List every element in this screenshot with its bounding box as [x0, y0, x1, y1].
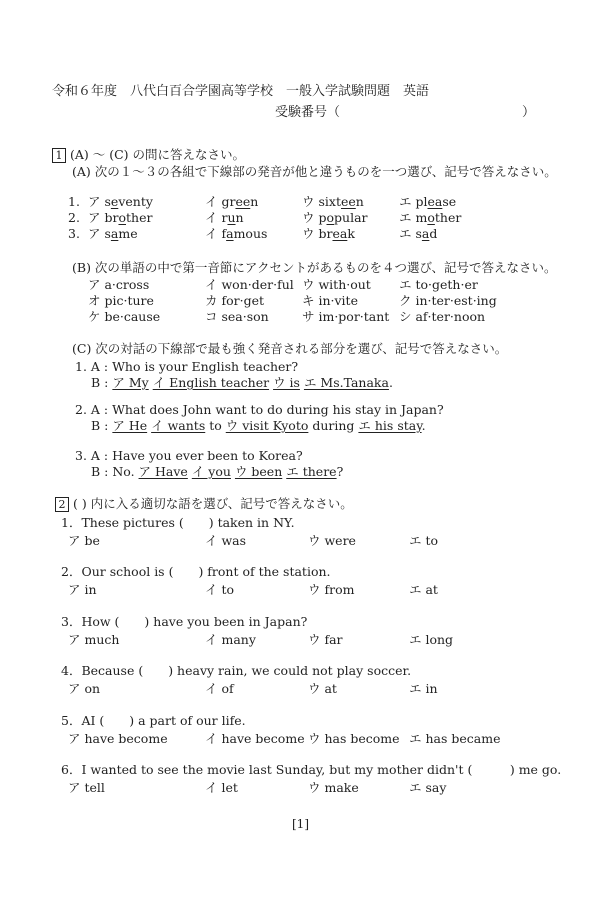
option-word-part: mous — [233, 226, 268, 241]
dialog-3-b — [91, 466, 343, 479]
q2-question: 4．Because ( ) heavy rain, we could not play soccer. — [61, 663, 412, 678]
dialog-text: B : — [91, 418, 113, 433]
option-word-part: me — [118, 226, 138, 241]
option-word-part: br — [104, 210, 119, 225]
option-marker: イ — [205, 194, 222, 209]
stress-option: イ wants — [151, 418, 206, 433]
q1-a-option — [88, 212, 152, 225]
accent-option: ク in·ter·est·ing — [399, 293, 497, 308]
option-word-part: n — [250, 194, 259, 209]
question-1-heading — [52, 148, 245, 163]
page-number: [1] — [292, 817, 309, 831]
accent-option: シ af·ter·noon — [399, 309, 486, 324]
q2-option: イ have become — [205, 731, 305, 746]
q1-a-option — [399, 212, 461, 225]
dialog-1-b — [91, 377, 393, 390]
q1-a-option — [88, 228, 138, 241]
underlined-sound: u — [227, 210, 236, 225]
accent-option: ア a·cross — [88, 277, 150, 292]
option-word-part: n — [235, 210, 244, 225]
option-marker: ア — [88, 210, 105, 225]
option-word-part: f — [221, 226, 227, 241]
stress-option: ア Have — [138, 464, 188, 479]
q1-a-option — [302, 228, 355, 241]
exam-number-close: ） — [522, 105, 536, 120]
option-word-part: br — [318, 226, 333, 241]
option-word-part: k — [347, 226, 355, 241]
q1-a-row-number: 1. — [68, 194, 80, 209]
q2-option: イ let — [205, 780, 238, 795]
option-marker: イ — [205, 226, 222, 241]
option-marker: エ — [399, 226, 416, 241]
dialog-2-a: 2. A : What does John want to do during his stay in Japan? — [75, 402, 444, 417]
q1-b-instruction: (B) 次の単語の中で第一音節にアクセントがあるものを４つ選び、記号で答えなさい。 — [72, 260, 557, 275]
option-word-part: m — [415, 210, 428, 225]
accent-option: コ sea·son — [205, 309, 269, 324]
option-marker: イ — [205, 210, 222, 225]
stress-option: イ you — [191, 464, 231, 479]
stress-option: エ Ms.Tanaka — [303, 375, 389, 390]
q1-a-option — [399, 228, 437, 241]
q1-a-option — [302, 196, 364, 209]
option-word-part: s — [415, 226, 422, 241]
accent-option: ケ be·cause — [88, 309, 161, 324]
option-word-part: se — [442, 194, 457, 209]
q2-option: ウ make — [308, 780, 359, 795]
underlined-sound: a — [421, 226, 430, 241]
q1-a-option — [302, 212, 368, 225]
q1-a-row-number: 3. — [68, 226, 80, 241]
q2-option: ア be — [68, 533, 100, 548]
q1-a-option — [399, 196, 456, 209]
q2-option: ウ at — [308, 681, 337, 696]
q2-option: ウ has become — [308, 731, 400, 746]
q2-option: エ long — [409, 632, 454, 647]
q1-a-row-number: 2. — [68, 210, 80, 225]
q1-a-option — [205, 212, 244, 225]
q1-a-option — [205, 196, 258, 209]
dialog-3-a: 3. A : Have you ever been to Korea? — [75, 448, 303, 463]
dialog-text: B : No. — [91, 464, 139, 479]
option-word-part: ther — [126, 210, 153, 225]
q2-option: エ to — [409, 533, 439, 548]
underlined-sound: a — [226, 226, 234, 241]
dialog-text: . — [388, 375, 393, 390]
q2-option: ア in — [68, 582, 97, 597]
q2-option: イ of — [205, 681, 234, 696]
q1-a-option — [205, 228, 267, 241]
q2-question: 5．AI ( ) a part of our life. — [61, 713, 246, 728]
stress-option: ウ been — [234, 464, 283, 479]
underlined-sound: o — [427, 210, 435, 225]
option-word-part: s — [104, 194, 111, 209]
option-word-part: r — [221, 210, 228, 225]
dialog-text: during — [308, 418, 359, 433]
accent-option: ウ with·out — [302, 277, 371, 292]
exam-number-label: 受験番号（ — [275, 105, 341, 120]
option-marker: ア — [88, 226, 105, 241]
dialog-2-b — [91, 420, 426, 433]
underlined-sound: ee — [235, 194, 251, 209]
stress-option: エ there — [286, 464, 337, 479]
stress-option: ア He — [112, 418, 148, 433]
option-word-part: venty — [118, 194, 153, 209]
option-marker: ウ — [302, 210, 319, 225]
option-marker: ア — [88, 194, 105, 209]
underlined-sound: o — [118, 210, 126, 225]
q2-question: 2．Our school is ( ) front of the station. — [61, 564, 331, 579]
stress-option: イ English teacher — [152, 375, 270, 390]
q2-question: 3．How ( ) have you been in Japan? — [61, 614, 308, 629]
option-word-part: d — [429, 226, 438, 241]
q2-option: エ say — [409, 780, 447, 795]
q2-option: ウ were — [308, 533, 356, 548]
option-word-part: s — [104, 226, 111, 241]
dialog-text: . — [421, 418, 426, 433]
dialog-text: to — [205, 418, 226, 433]
option-marker: エ — [399, 194, 416, 209]
option-word-part: pular — [334, 210, 368, 225]
q2-option: エ in — [409, 681, 438, 696]
option-word-part: pl — [415, 194, 428, 209]
accent-option: キ in·vite — [302, 293, 358, 308]
option-word-part: sixt — [318, 194, 341, 209]
question-number-box: 1 — [52, 148, 66, 163]
accent-option: イ won·der·ful — [205, 277, 294, 292]
stress-option: ア My — [112, 375, 149, 390]
dialog-1-a: 1. A : Who is your English teacher? — [75, 359, 299, 374]
dialog-text: B : — [91, 375, 113, 390]
option-marker: ウ — [302, 226, 319, 241]
q2-option: ア on — [68, 681, 101, 696]
accent-option: オ pic·ture — [88, 293, 154, 308]
question-2-heading-text: ( ) 内に入る適切な語を選び、記号で答えなさい。 — [73, 496, 353, 511]
underlined-sound: o — [326, 210, 335, 225]
option-word-part: p — [318, 210, 327, 225]
option-word-part: n — [355, 194, 364, 209]
stress-option: ウ visit Kyoto — [225, 418, 309, 433]
stress-option: エ his stay — [358, 418, 422, 433]
q2-option: イ many — [205, 632, 256, 647]
exam-title: 令和６年度 八代白百合学園高等学校 一般入学試験問題 英語 — [52, 84, 430, 99]
q2-option: ウ from — [308, 582, 355, 597]
question-1-heading-text: (A) ～ (C) の問に答えなさい。 — [70, 147, 246, 162]
underlined-sound: ee — [340, 194, 356, 209]
q1-c-instruction: (C) 次の対話の下線部で最も強く発音される部分を選び、記号で答えなさい。 — [72, 341, 508, 356]
q2-option: ア much — [68, 632, 120, 647]
underlined-sound: a — [110, 226, 119, 241]
q2-option: イ to — [205, 582, 235, 597]
q1-a-option — [88, 196, 153, 209]
q2-option: ウ far — [308, 632, 343, 647]
option-marker: エ — [399, 210, 416, 225]
question-2-heading — [55, 497, 353, 512]
q2-option: エ at — [409, 582, 438, 597]
question-number-box: 2 — [55, 497, 69, 512]
option-word-part: ther — [434, 210, 462, 225]
accent-option: サ im·por·tant — [302, 309, 390, 324]
accent-option: エ to·geth·er — [399, 277, 478, 292]
option-marker: ウ — [302, 194, 319, 209]
q2-option: ア have become — [68, 731, 168, 746]
accent-option: カ for·get — [205, 293, 264, 308]
stress-option: ウ is — [273, 375, 300, 390]
q2-option: ア tell — [68, 780, 105, 795]
q2-option: エ has became — [409, 731, 501, 746]
underlined-sound: ea — [332, 226, 348, 241]
q2-option: イ was — [205, 533, 247, 548]
underlined-sound: ea — [427, 194, 443, 209]
q2-question: 1．These pictures ( ) taken in NY. — [61, 515, 295, 530]
q2-question: 6．I wanted to see the movie last Sunday, but my mother didn't ( ) me go. — [61, 762, 562, 777]
q1-a-instruction: (A) 次の１～３の各組で下線部の発音が他と違うものを一つ選び、記号で答えなさい。 — [72, 164, 557, 179]
dialog-text: ? — [336, 464, 344, 479]
underlined-sound: e — [110, 194, 119, 209]
option-word-part: gr — [221, 194, 236, 209]
